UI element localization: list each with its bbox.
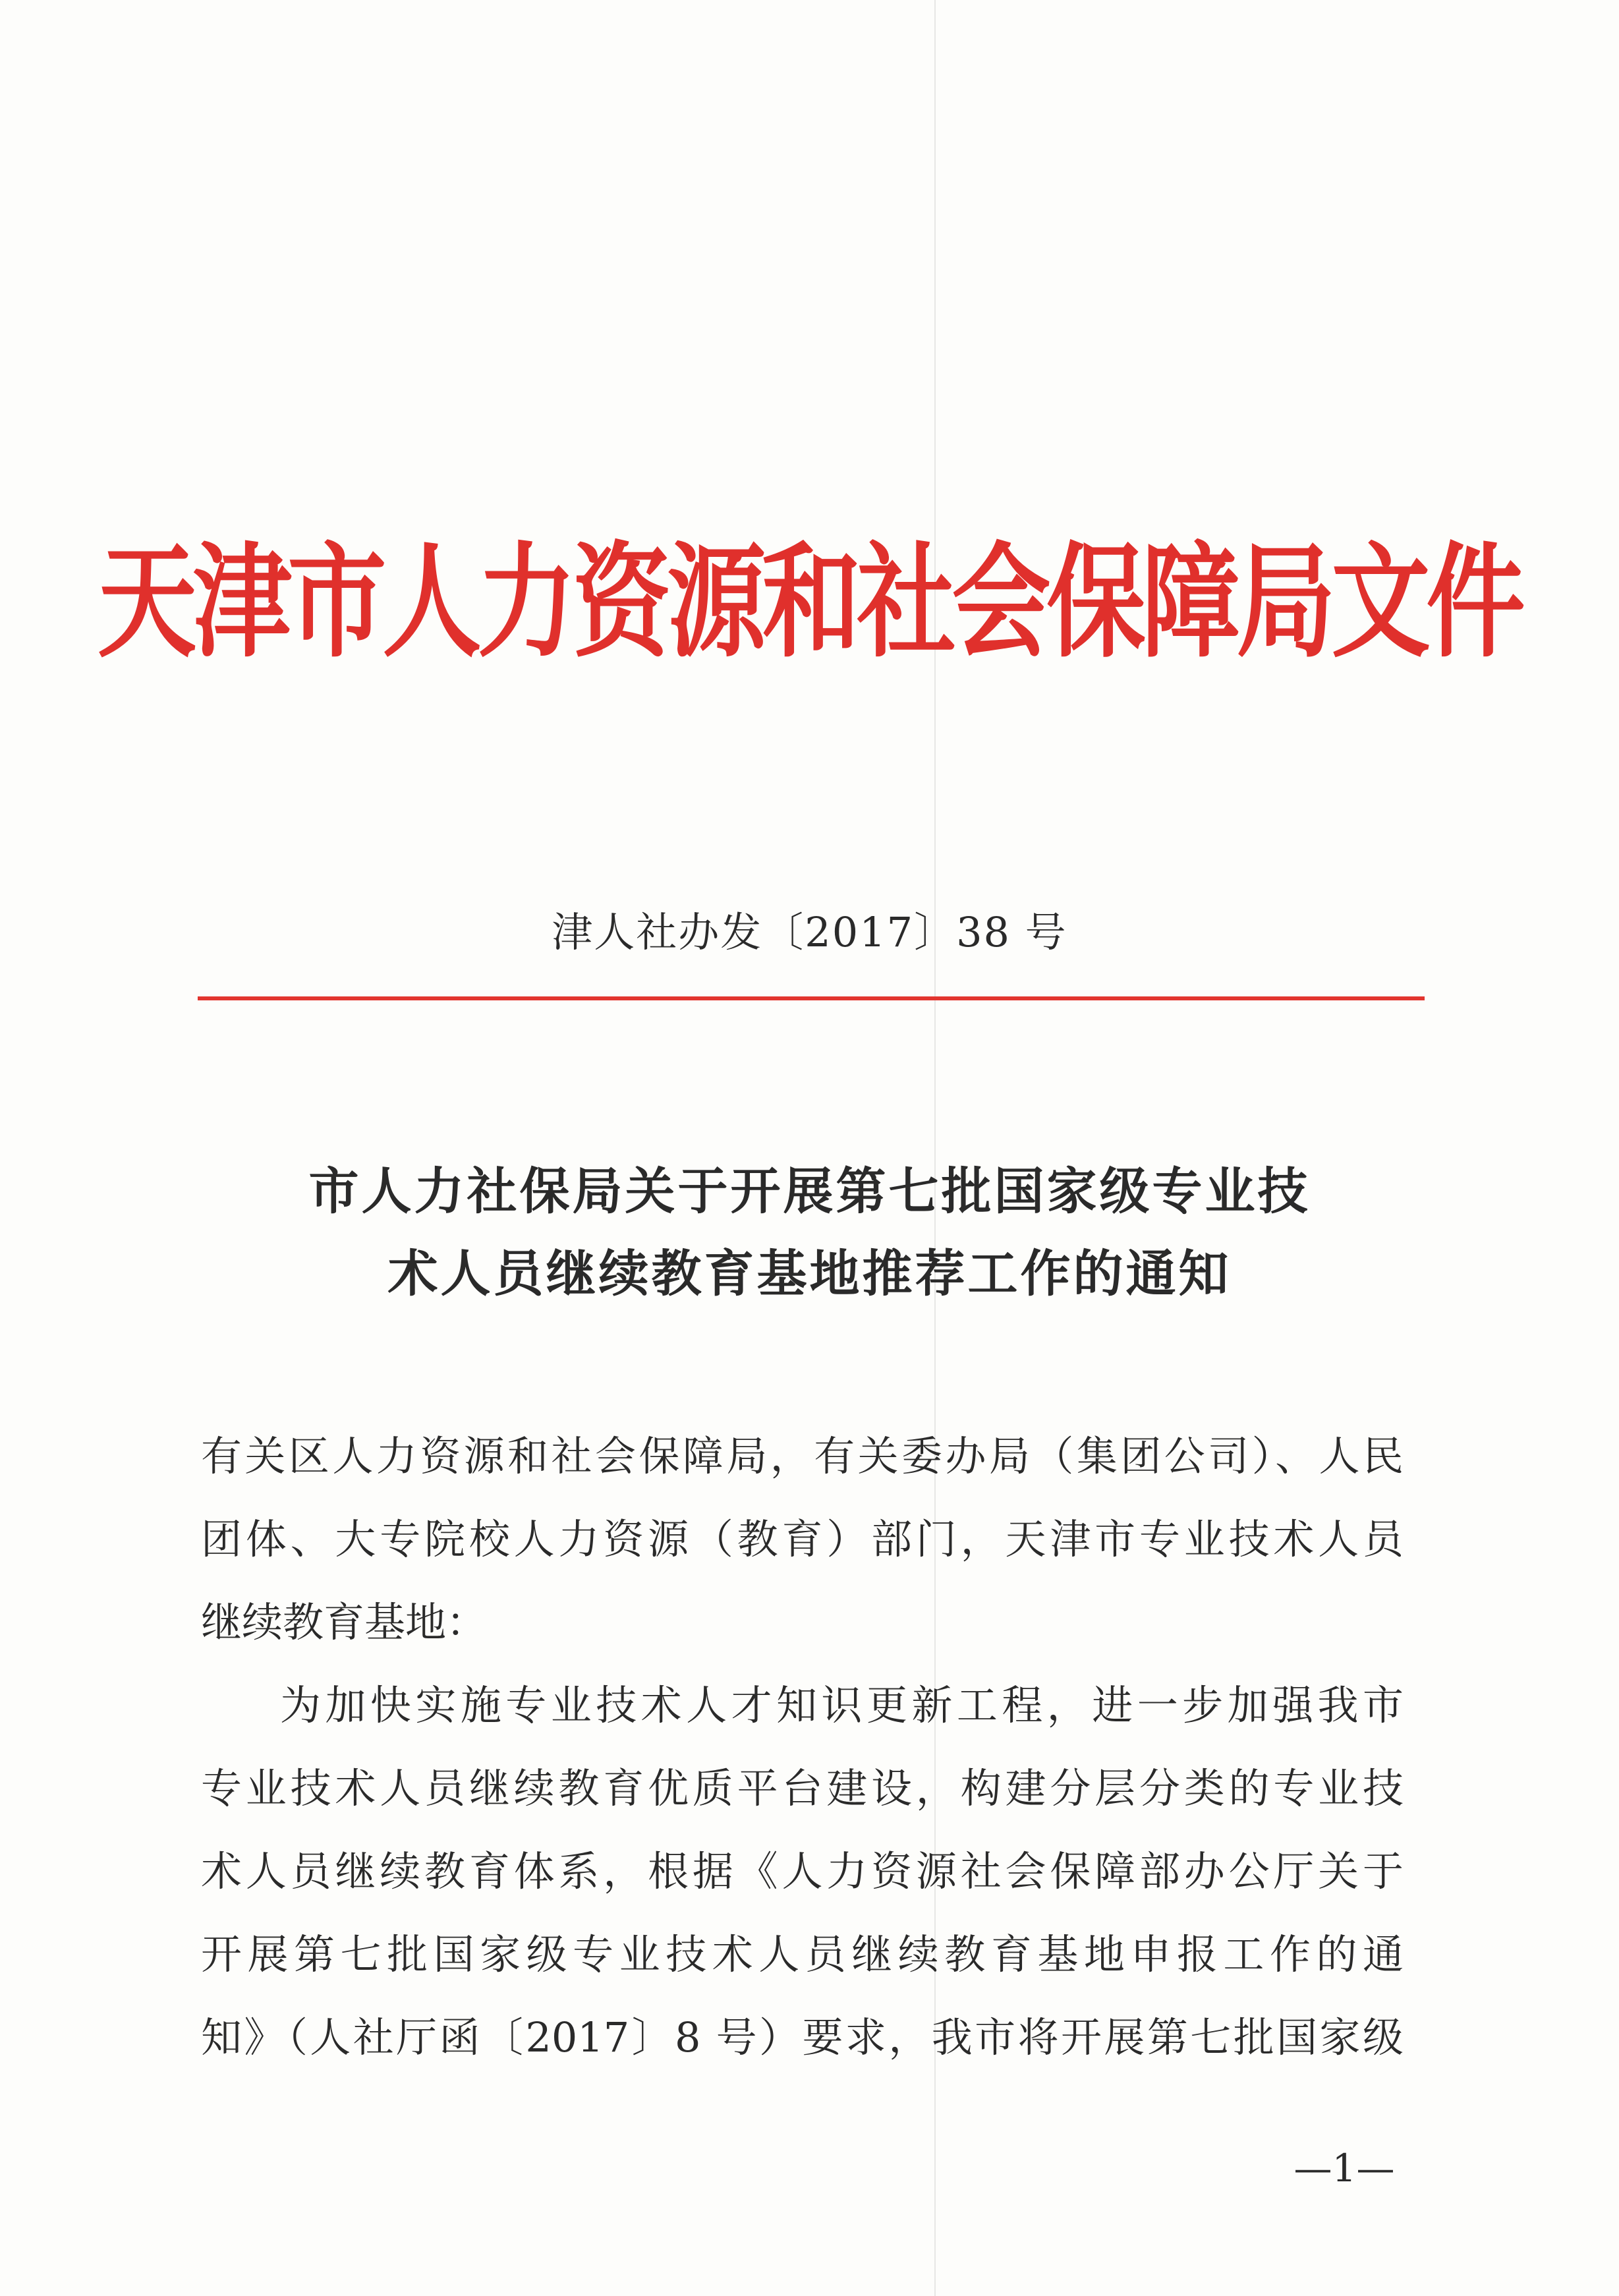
- document-number: 津人社办发〔2017〕38 号: [552, 908, 1067, 956]
- body-line-2: 团体、大专院校人力资源（教育）部门，天津市专业技术人员: [201, 1515, 1404, 1563]
- body-line-4: 为加快实施专业技术人才知识更新工程，进一步加强我市: [280, 1681, 1404, 1729]
- red-divider-rule: [198, 996, 1425, 1000]
- notice-title-line-1: 市人力社保局关于开展第七批国家级专业技: [308, 1162, 1311, 1220]
- body-line-1: 有关区人力资源和社会保障局，有关委办局（集团公司）、人民: [201, 1432, 1404, 1480]
- body-line-7: 开展第七批国家级专业技术人员继续教育基地申报工作的通: [201, 1930, 1404, 1978]
- agency-header-title: 天津市人力资源和社会保障局文件: [98, 531, 1521, 675]
- page-number: —1—: [1293, 2146, 1395, 2191]
- body-line-5: 专业技术人员继续教育优质平台建设，构建分层分类的专业技: [201, 1764, 1404, 1812]
- body-line-6: 术人员继续教育体系，根据《人力资源社会保障部办公厅关于: [201, 1847, 1404, 1895]
- notice-title-line-2: 术人员继续教育基地推荐工作的通知: [387, 1244, 1232, 1303]
- body-line-8: 知》（人社厅函〔2017〕8 号）要求，我市将开展第七批国家级: [201, 2013, 1404, 2061]
- notice-title: [0, 1150, 1619, 1315]
- body-line-3: 继续教育基地：: [201, 1598, 488, 1646]
